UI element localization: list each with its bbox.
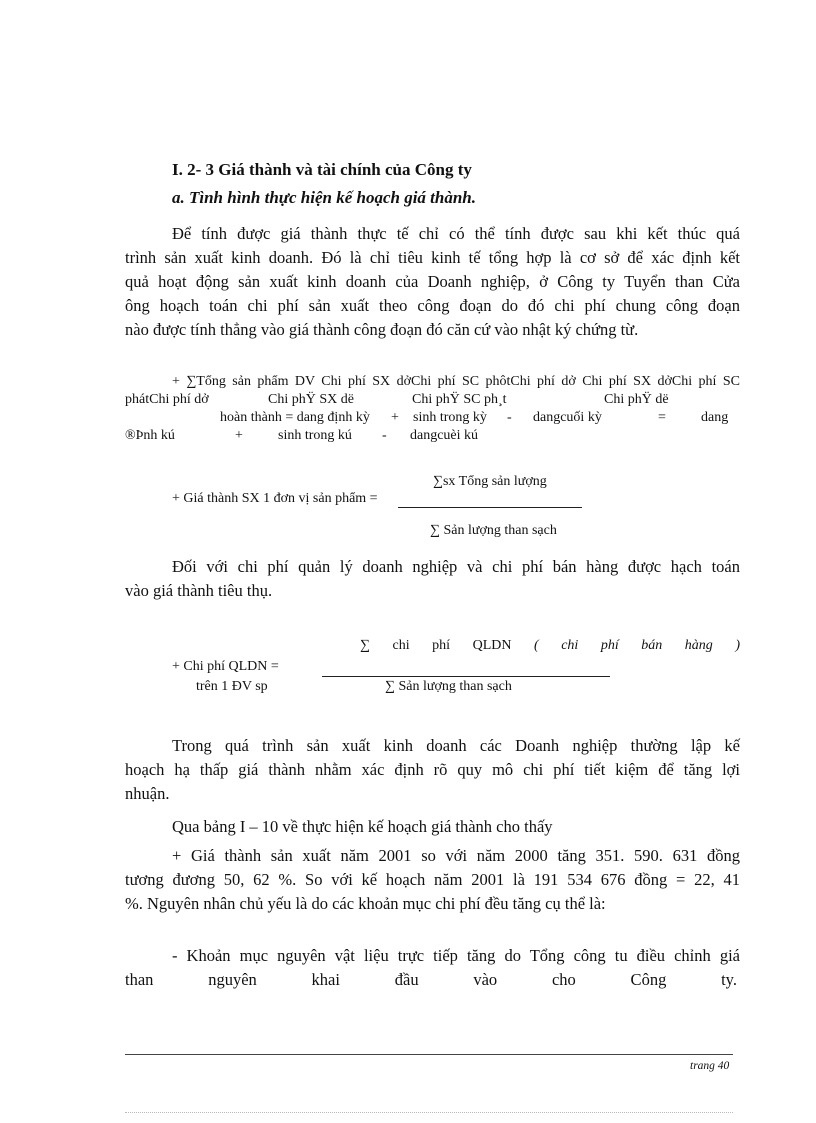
formula1-cell: phátChi phí dở xyxy=(125,392,209,407)
formula3-denominator: ∑ Sản lượng than sạch xyxy=(385,679,512,694)
formula1-cell: Chi phŸ SC ph¸t xyxy=(412,392,507,407)
formula1-cell: hoàn thành = dang định kỳ xyxy=(220,410,370,425)
formula3-word: ) xyxy=(735,638,740,653)
formula3-word: chi xyxy=(392,638,410,653)
para3-line: hoạch hạ thấp giá thành nhằm xác định rõ quy mô chi phí tiết kiệm để tăng lợi xyxy=(125,760,740,779)
formula3-label-sub: trên 1 ĐV sp xyxy=(196,679,268,694)
formula1-cell: = xyxy=(658,410,666,425)
formula1-cell: sinh trong kú xyxy=(278,428,352,443)
para1-line: Để tính được giá thành thực tế chỉ có thể tính được sau khi kết thúc quá xyxy=(172,224,740,243)
formula3-word: chi xyxy=(561,638,579,653)
para3-line: nhuận. xyxy=(125,784,170,803)
formula1-cell: sinh trong kỳ xyxy=(413,410,487,425)
footer-rule xyxy=(125,1054,733,1055)
subsection-heading: a. Tình hình thực hiện kế hoạch giá thành. xyxy=(172,188,476,207)
formula1-line1: + ∑Tổng sản phẩm DV Chi phí SX dởChi phí SC phôtChi phí dở Chi phí SX dởChi phí SC xyxy=(172,374,740,389)
formula1-cell: + xyxy=(235,428,243,443)
para5-line: + Giá thành sản xuất năm 2001 so với năm 2000 tăng 351. 590. 631 đồng xyxy=(172,846,740,865)
formula2-numerator: ∑sx Tổng sản lượng xyxy=(433,474,547,489)
formula3-word: ( xyxy=(534,638,539,653)
formula3-word: phí xyxy=(432,638,451,653)
formula2-label: + Giá thành SX 1 đơn vị sản phẩm = xyxy=(172,491,378,506)
para1-line: trình sản xuất kinh doanh. Đó là chỉ tiêu kinh tế tổng hợp là cơ sở để xác định kết xyxy=(125,248,740,267)
formula2-denominator: ∑ Sản lượng than sạch xyxy=(430,523,557,538)
formula1-cell: dang xyxy=(701,410,729,425)
para6-line: - Khoản mục nguyên vật liệu trực tiếp tăng do Tổng công tu điều chỉnh giá xyxy=(172,946,740,965)
page-bottom-divider xyxy=(125,1112,733,1113)
formula3-word: bán xyxy=(641,638,663,653)
formula1-cell: + xyxy=(391,410,399,425)
formula1-cell: - xyxy=(382,428,387,443)
formula1-cell: dangcuèi kú xyxy=(410,428,479,443)
formula3-label: + Chi phí QLDN = xyxy=(172,659,279,674)
formula1-cell: Chi phŸ SX dë xyxy=(268,392,354,407)
formula3-numerator xyxy=(360,638,740,654)
para3-line: Trong quá trình sản xuất kinh doanh các Doanh nghiệp thường lập kế xyxy=(172,736,740,755)
para5-line: %. Nguyên nhân chủ yếu là do các khoản mục chi phí đều tăng cụ thể là: xyxy=(125,894,606,913)
paragraph-4: Qua bảng I – 10 về thực hiện kế hoạch giá thành cho thấy xyxy=(172,817,553,836)
para6-line: than nguyên khai đầu vào cho Công ty. xyxy=(125,970,737,989)
formula1-cell: - xyxy=(507,410,512,425)
formula3-word: QLDN xyxy=(472,638,512,653)
para1-line: ông hoạch toán chi phí sản xuất theo công đoạn do đó chi phí chung công đoạn xyxy=(125,296,740,315)
para5-line: tương đương 50, 62 %. So với kế hoạch năm 2001 là 191 534 676 đồng = 22, 41 xyxy=(125,870,740,889)
formula1-cell: Chi phŸ dë xyxy=(604,392,669,407)
fraction-bar xyxy=(398,507,582,508)
page-number: trang 40 xyxy=(690,1060,730,1072)
fraction-bar xyxy=(322,676,610,677)
para2-line: Đối với chi phí quản lý doanh nghiệp và chi phí bán hàng được hạch toán xyxy=(172,557,740,576)
formula3-word: ∑ xyxy=(360,638,370,653)
para1-line: quả hoạt động sản xuất kinh doanh của Doanh nghiệp, ở Công ty Tuyển than Cửa xyxy=(125,272,740,291)
formula3-word: hàng xyxy=(684,638,713,653)
formula1-cell: dangcuối kỳ xyxy=(533,410,602,425)
formula1-cell: ®Þnh kú xyxy=(125,428,175,443)
formula3-word: phí xyxy=(600,638,619,653)
para2-line: vào giá thành tiêu thụ. xyxy=(125,581,273,600)
para1-line: nào được tính thẳng vào giá thành công đoạn đó căn cứ vào nhật ký chứng từ. xyxy=(125,320,639,339)
section-heading: I. 2- 3 Giá thành và tài chính của Công ty xyxy=(172,160,472,179)
